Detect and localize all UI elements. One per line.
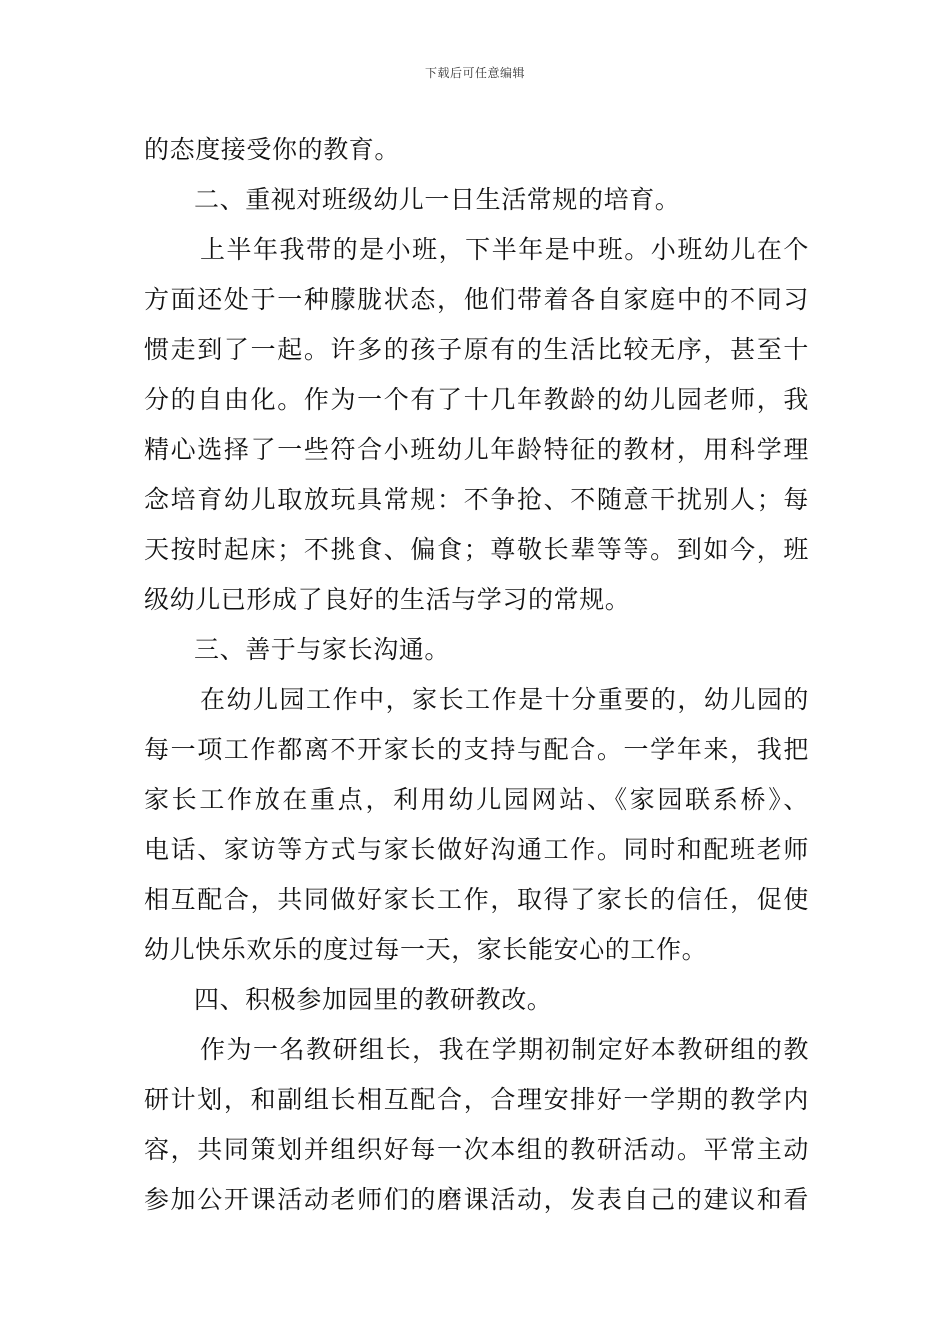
text-line: 家长工作放在重点，利用幼儿园网站、《家园联系桥》、 [144,785,809,814]
text-line: 惯走到了一起。许多的孩子原有的生活比较无序，甚至十 [144,335,809,364]
text-line: 在幼儿园工作中，家长工作是十分重要的，幼儿园的 [200,685,809,714]
text-line: 级幼儿已形成了良好的生活与学习的常规。 [144,585,631,614]
page-header: 下载后可任意编辑 [424,66,525,80]
text-line: 相互配合，共同做好家长工作，取得了家长的信任，促使 [144,885,809,914]
text-line: 作为一名教研组长，我在学期初制定好本教研组的教 [200,1035,809,1064]
text-line: 研计划，和副组长相互配合，合理安排好一学期的教学内 [144,1085,809,1114]
text-line: 天按时起床；不挑食、偏食；尊敬长辈等等。到如今，班 [144,535,809,564]
document-body [144,125,809,1225]
section-heading: 四、积极参加园里的教研教改。 [194,985,553,1014]
section-heading: 三、善于与家长沟通。 [194,635,451,664]
text-line: 上半年我带的是小班，下半年是中班。小班幼儿在个 [200,235,809,264]
text-line: 方面还处于一种朦胧状态，他们带着各自家庭中的不同习 [144,285,809,314]
text-line: 精心选择了一些符合小班幼儿年龄特征的教材，用科学理 [144,435,809,464]
text-line: 的态度接受你的教育。 [144,135,401,164]
text-line: 每一项工作都离不开家长的支持与配合。一学年来，我把 [144,735,809,764]
text-line: 念培育幼儿取放玩具常规：不争抢、不随意干扰别人；每 [144,485,809,514]
section-heading: 二、重视对班级幼儿一日生活常规的培育。 [194,185,681,214]
text-line: 容，共同策划并组织好每一次本组的教研活动。平常主动 [144,1135,809,1164]
text-line: 参加公开课活动老师们的磨课活动，发表自己的建议和看 [144,1185,809,1214]
text-line: 电话、家访等方式与家长做好沟通工作。同时和配班老师 [144,835,809,864]
text-line: 分的自由化。作为一个有了十几年教龄的幼儿园老师，我 [144,385,809,414]
text-line: 幼儿快乐欢乐的度过每一天，家长能安心的工作。 [144,935,708,964]
